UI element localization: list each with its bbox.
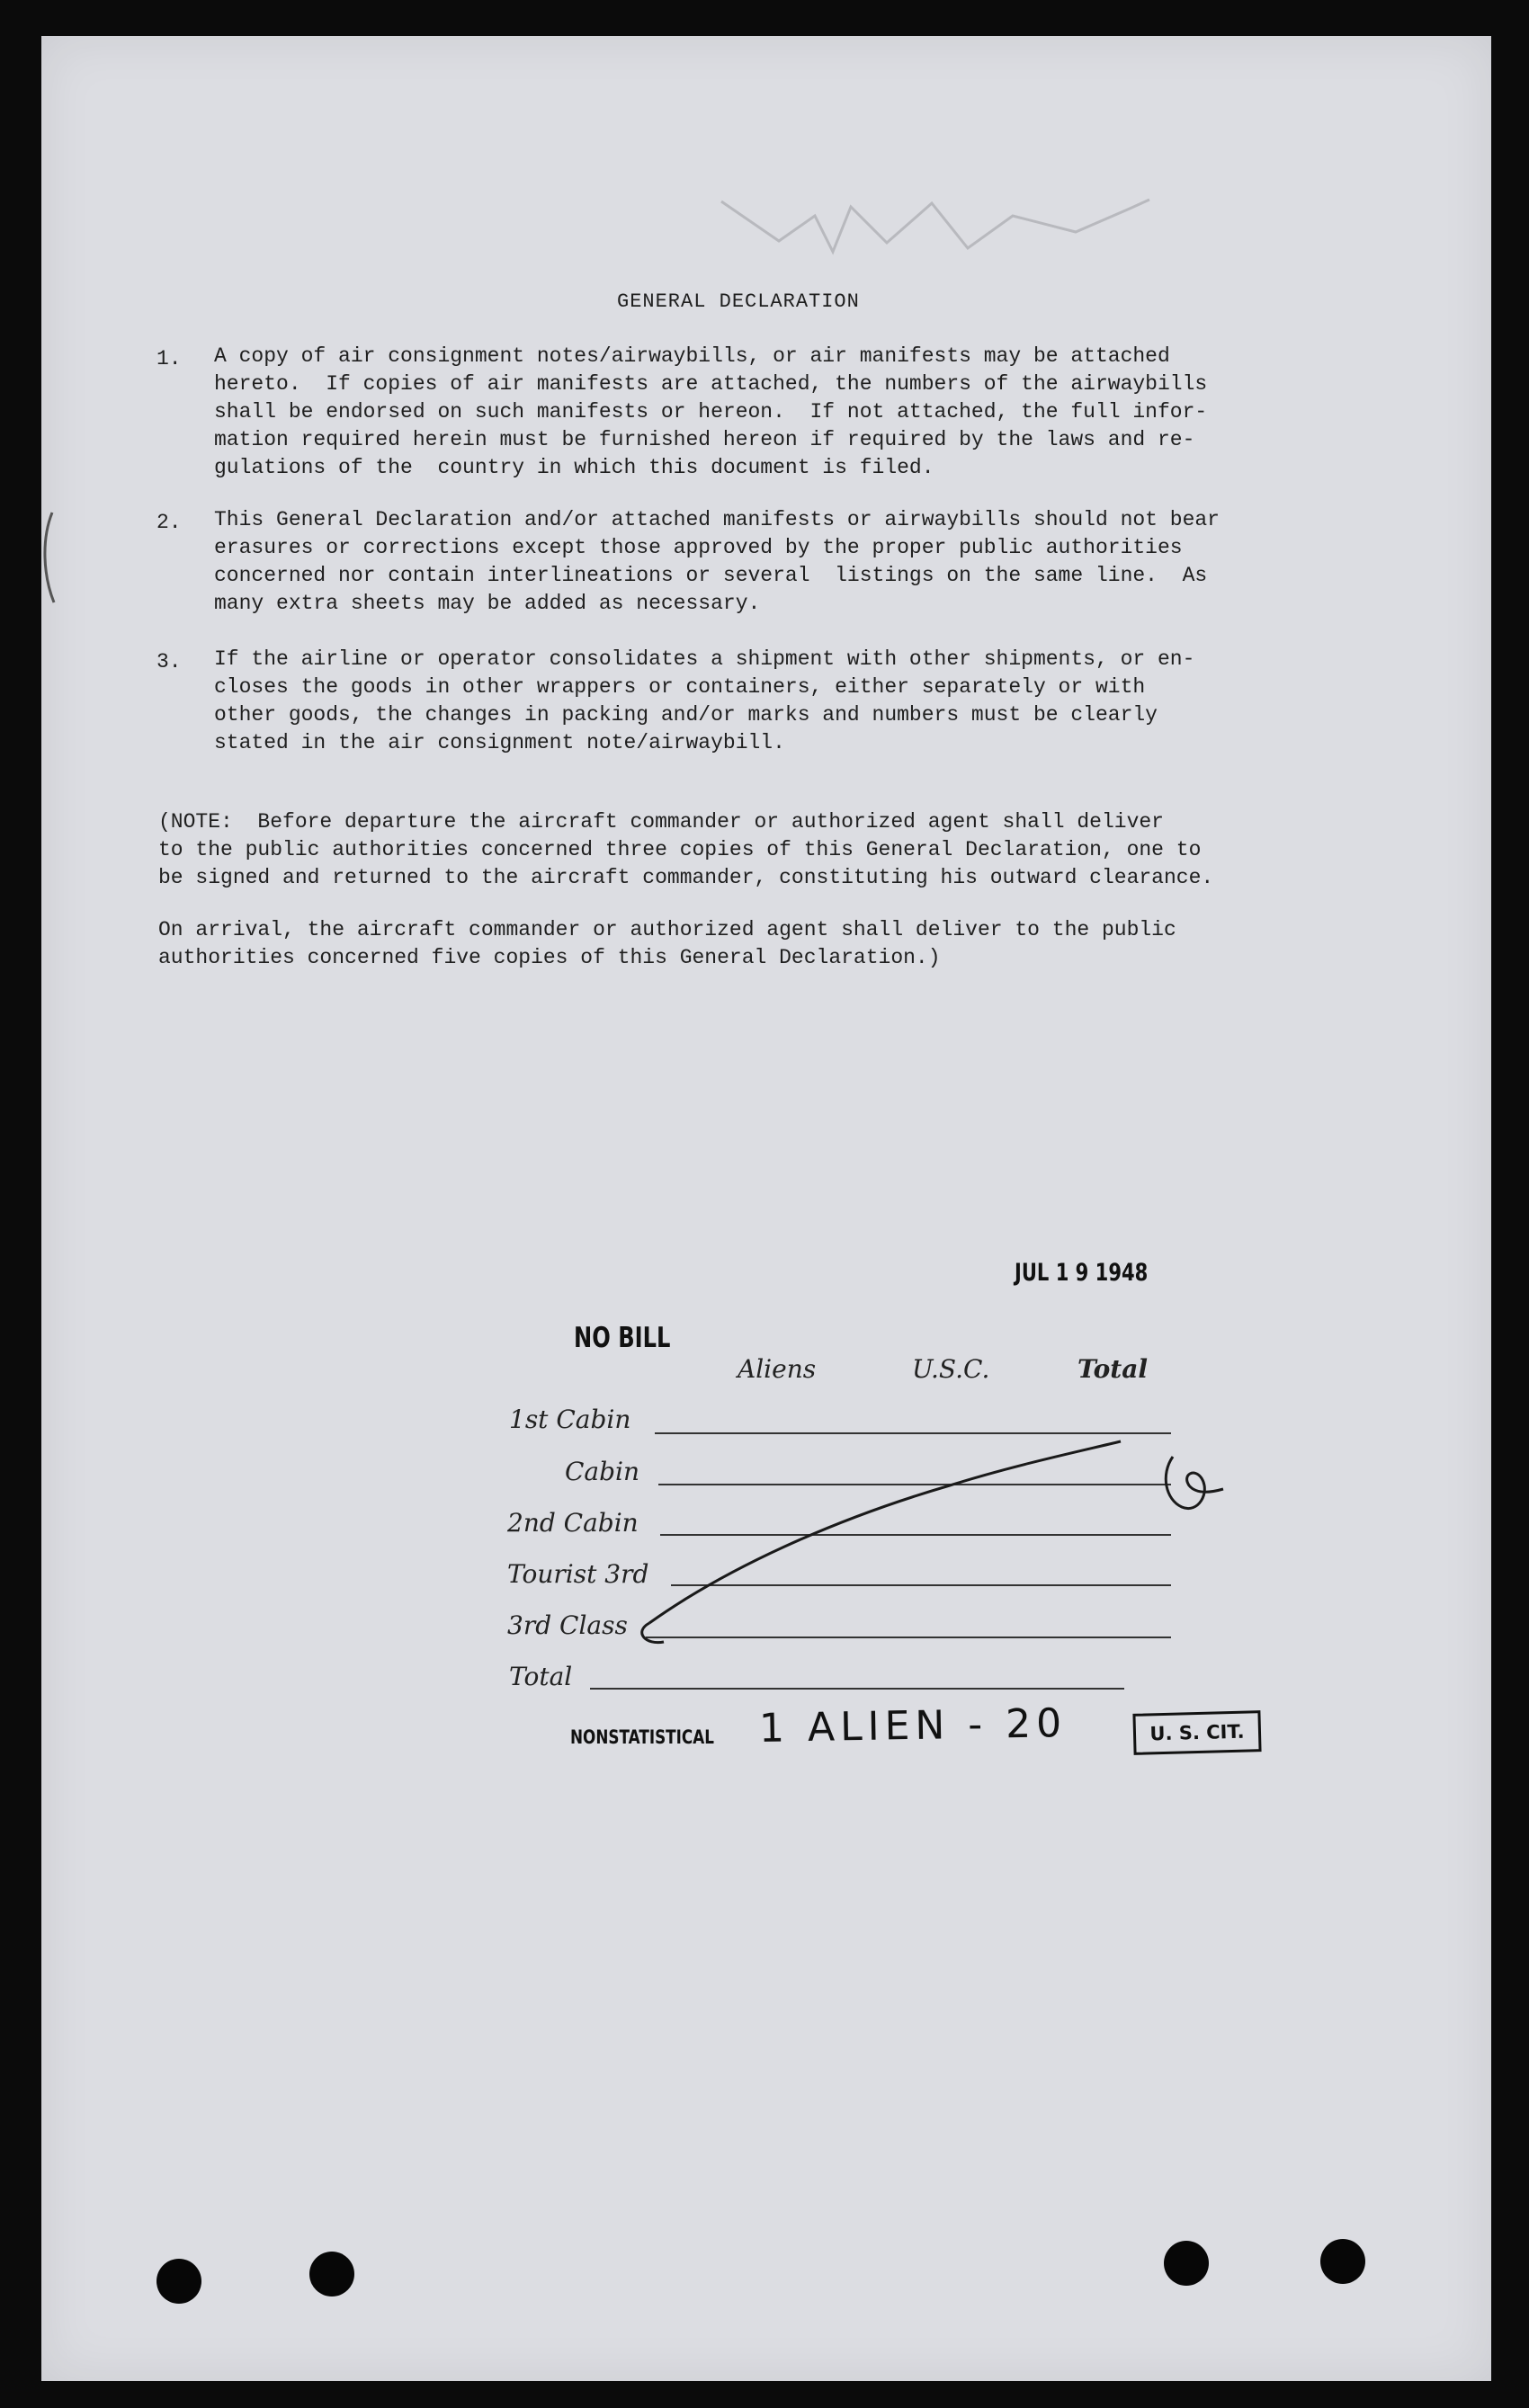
text-line: erasures or corrections except those approved by the proper public authorities bbox=[214, 536, 1183, 559]
text-line: stated in the air consignment note/airwaybill. bbox=[214, 731, 785, 754]
row-label: Tourist 3rd bbox=[507, 1559, 649, 1589]
binder-hole bbox=[1320, 2239, 1365, 2284]
binder-hole bbox=[1164, 2241, 1209, 2286]
row-label: 1st Cabin bbox=[509, 1405, 631, 1434]
circled-mark bbox=[1166, 1457, 1223, 1509]
binder-hole bbox=[156, 2259, 201, 2304]
column-header-aliens: Aliens bbox=[738, 1354, 817, 1384]
document-title: GENERAL DECLARATION bbox=[617, 290, 860, 313]
nonstatistical-stamp: NONSTATISTICAL bbox=[570, 1726, 714, 1748]
item-number: 1. bbox=[156, 347, 182, 370]
row-label: 3rd Class bbox=[507, 1610, 628, 1640]
text-line: This General Declaration and/or attached manifests or airwaybills should not bear bbox=[214, 508, 1220, 531]
no-bill-stamp: NO BILL bbox=[574, 1322, 671, 1354]
document-page bbox=[41, 36, 1491, 2381]
text-line: to the public authorities concerned three copies of this General Declaration, one to bbox=[158, 838, 1202, 861]
handwritten-marks bbox=[41, 36, 1491, 2381]
text-line: many extra sheets may be added as necessary. bbox=[214, 592, 761, 615]
row-label: Cabin bbox=[565, 1457, 640, 1486]
text-line: closes the goods in other wrappers or containers, either separately or with bbox=[214, 675, 1146, 699]
text-line: mation required herein must be furnished hereon if required by the laws and re- bbox=[214, 428, 1195, 451]
faint-top-scrawl bbox=[721, 200, 1149, 252]
row-label: 2nd Cabin bbox=[507, 1508, 639, 1538]
text-line: other goods, the changes in packing and/or marks and numbers must be clearly bbox=[214, 703, 1158, 727]
text-line: A copy of air consignment notes/airwaybills, or air manifests may be attached bbox=[214, 344, 1170, 368]
text-line: gulations of the country in which this document is filed. bbox=[214, 456, 934, 479]
binder-hole bbox=[309, 2252, 354, 2297]
text-line: If the airline or operator consolidates a shipment with other shipments, or en- bbox=[214, 647, 1195, 671]
item-number: 3. bbox=[156, 650, 182, 673]
row-label: Total bbox=[509, 1662, 573, 1691]
date-stamp: JUL 1 9 1948 bbox=[1015, 1259, 1149, 1287]
handwritten-count: 1 ALIEN - 20 bbox=[758, 1700, 1068, 1752]
item-number: 2. bbox=[156, 511, 182, 534]
strike-through-line bbox=[649, 1441, 1121, 1623]
us-cit-box: U. S. CIT. bbox=[1132, 1710, 1261, 1755]
strike-hook bbox=[642, 1623, 664, 1643]
column-header-total: Total bbox=[1077, 1354, 1149, 1384]
column-header-usc: U.S.C. bbox=[912, 1354, 990, 1384]
text-line: (NOTE: Before departure the aircraft commander or authorized agent shall deliver bbox=[158, 810, 1164, 834]
text-line: authorities concerned five copies of this General Declaration.) bbox=[158, 946, 941, 969]
text-line: be signed and returned to the aircraft commander, constituting his outward clearance. bbox=[158, 866, 1214, 889]
edge-mark bbox=[45, 513, 54, 602]
text-line: concerned nor contain interlineations or several listings on the same line. As bbox=[214, 564, 1208, 587]
text-line: hereto. If copies of air manifests are attached, the numbers of the airwaybills bbox=[214, 372, 1208, 396]
text-line: shall be endorsed on such manifests or hereon. If not attached, the full infor- bbox=[214, 400, 1208, 424]
text-line: On arrival, the aircraft commander or authorized agent shall deliver to the public bbox=[158, 918, 1176, 941]
